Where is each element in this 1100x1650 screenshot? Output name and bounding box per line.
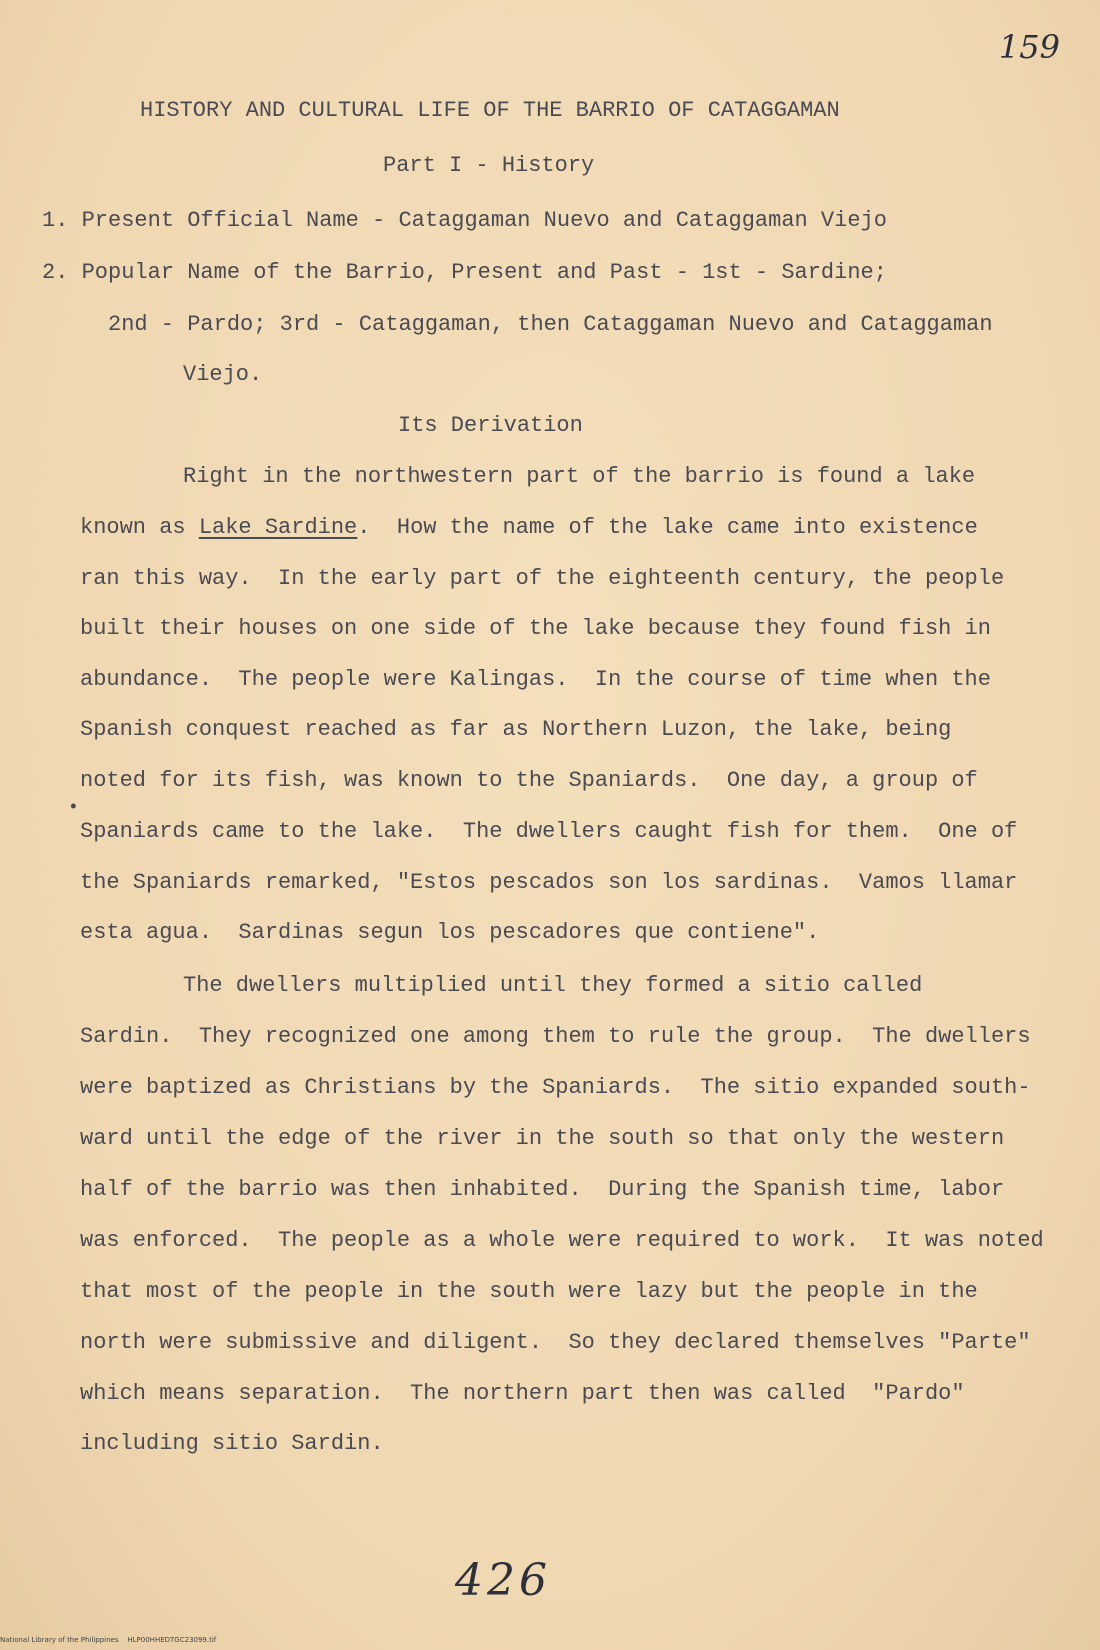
paragraph1-line: the Spaniards remarked, "Estos pescados son los sardinas. Vamos llamar <box>80 870 1018 895</box>
paragraph2-line: Sardin. They recognized one among them to rule the group. The dwellers <box>80 1024 1031 1049</box>
paragraph1-line: built their houses on one side of the lake because they found fish in <box>80 616 991 641</box>
paragraph2-line: were baptized as Christians by the Spaniards. The sitio expanded south- <box>80 1075 1031 1100</box>
paragraph1-line: Spaniards came to the lake. The dwellers caught fish for them. One of <box>80 819 1018 844</box>
item-popular-name: 2. Popular Name of the Barrio, Present and Past - 1st - Sardine; <box>42 260 887 285</box>
paragraph2-line: that most of the people in the south were lazy but the people in the <box>80 1279 978 1304</box>
paragraph1-line-lake <box>80 517 978 539</box>
item-popular-name-continued-2: Viejo. <box>183 362 263 387</box>
paragraph1-line: esta agua. Sardinas segun los pescadores que contiene". <box>80 920 820 945</box>
paragraph2-line: ward until the edge of the river in the south so that only the western <box>80 1126 1005 1151</box>
text-fragment: known as <box>80 515 199 540</box>
handwritten-sheet-number: 426 <box>455 1555 551 1606</box>
scan-footer: National Library of the Philippines HLP00HHEDTGC23099.tif <box>0 1636 217 1644</box>
part-heading: Part I - History <box>383 153 595 178</box>
item-popular-name-continued: 2nd - Pardo; 3rd - Cataggaman, then Cataggaman Nuevo and Cataggaman <box>108 312 993 337</box>
paragraph2-line: The dwellers multiplied until they formed a sitio called <box>183 973 923 998</box>
paragraph2-line: north were submissive and diligent. So they declared themselves "Parte" <box>80 1330 1031 1355</box>
paragraph2-line: half of the barrio was then inhabited. During the Spanish time, labor <box>80 1177 1005 1202</box>
paragraph1-line: Right in the northwestern part of the barrio is found a lake <box>183 464 976 489</box>
text-fragment: . How the name of the lake came into existence <box>357 515 978 540</box>
lake-sardine-underlined: Lake Sardine <box>198 515 358 540</box>
paragraph2-line: including sitio Sardin. <box>80 1431 384 1456</box>
document-title: HISTORY AND CULTURAL LIFE OF THE BARRIO OF CATAGGAMAN <box>140 98 840 123</box>
paragraph2-line: was enforced. The people as a whole were required to work. It was noted <box>80 1228 1044 1253</box>
paragraph1-line: abundance. The people were Kalingas. In the course of time when the <box>80 667 991 692</box>
item-official-name: 1. Present Official Name - Cataggaman Nuevo and Cataggaman Viejo <box>42 208 887 233</box>
handwritten-page-number: 159 <box>998 28 1060 66</box>
margin-mark: • <box>68 798 79 818</box>
section-heading: Its Derivation <box>398 413 583 438</box>
paragraph2-line: which means separation. The northern part then was called "Pardo" <box>80 1381 965 1406</box>
paragraph1-line: noted for its fish, was known to the Spaniards. One day, a group of <box>80 768 978 793</box>
paragraph1-line: Spanish conquest reached as far as Northern Luzon, the lake, being <box>80 717 952 742</box>
paragraph1-line: ran this way. In the early part of the eighteenth century, the people <box>80 566 1005 591</box>
